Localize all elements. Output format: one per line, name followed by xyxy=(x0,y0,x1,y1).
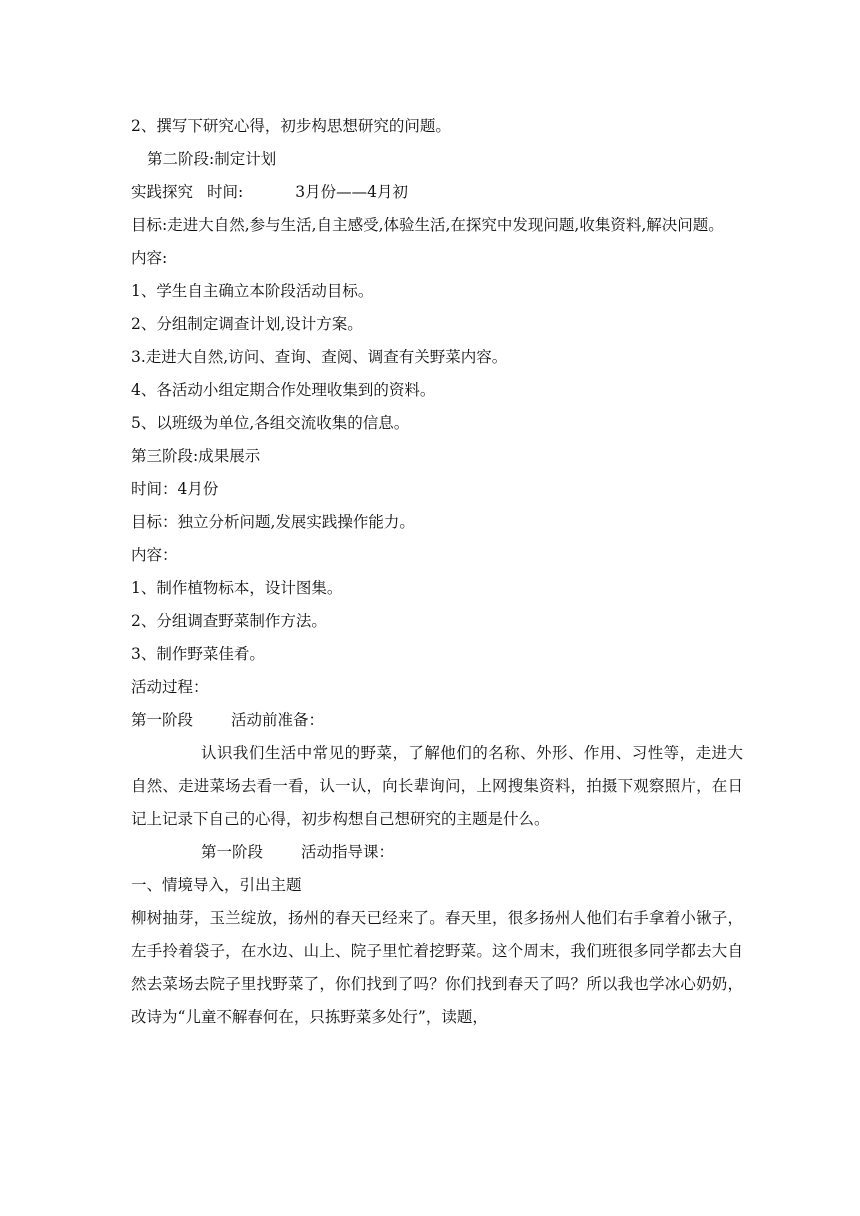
phase1-guide-heading xyxy=(131,836,743,869)
list-item: 5、以班级为单位,各组交流收集的信息。 xyxy=(131,414,410,432)
practice-label: 实践探究 xyxy=(131,183,194,201)
phase-title: 活动指导课： xyxy=(301,843,395,861)
stage3-content-label: 内容： xyxy=(131,546,178,564)
list-item: 4、各活动小组定期合作处理收集到的资料。 xyxy=(131,381,436,399)
phase-stage-label: 第一阶段 xyxy=(201,843,264,861)
phase1-prep-paragraph: 认识我们生活中常见的野菜，了解他们的名称、外形、作用、习性等，走进大自然、走进菜场去看一看，认一认，向长辈询问，上网搜集资料，拍摄下观察照片，在日记上记录下自己的心得，初步构想自己想研究的主题是什么。 xyxy=(131,744,743,828)
section1-paragraph: 柳树抽芽，玉兰绽放，扬州的春天已经来了。春天里，很多扬州人他们右手拿着小锹子，左手拎着袋子，在水边、山上、院子里忙着挖野菜。这个周末，我们班很多同学都去大自然去菜场去院子里找野菜了，你们找到了吗？你们找到春天了吗？所以我也学冰心奶奶，改诗为“儿童不解春何在，只拣野菜多处行”，读题， xyxy=(131,909,743,1026)
stage2-time-line xyxy=(131,176,743,209)
time-label: 时间: xyxy=(207,183,244,201)
process-label: 活动过程： xyxy=(131,678,209,696)
phase1-prep-heading xyxy=(131,704,743,737)
list-item: 3、制作野菜佳肴。 xyxy=(131,645,265,663)
list-item: 3.走进大自然,访问、查询、查阅、调查有关野菜内容。 xyxy=(131,348,508,366)
list-item: 1、学生自主确立本阶段活动目标。 xyxy=(131,282,374,300)
section1-heading: 一、情境导入，引出主题 xyxy=(131,876,302,894)
text-line: 2、撰写下研究心得，初步构思想研究的问题。 xyxy=(131,117,451,135)
document-body xyxy=(131,110,743,1034)
phase-title: 活动前准备： xyxy=(231,711,325,729)
stage2-goal: 目标:走进大自然,参与生活,自主感受,体验生活,在探究中发现问题,收集资料,解决问题。 xyxy=(131,216,724,234)
phase-stage-label: 第一阶段 xyxy=(131,711,194,729)
list-item: 1、制作植物标本，设计图集。 xyxy=(131,579,343,597)
list-item: 2、分组调查野菜制作方法。 xyxy=(131,612,327,630)
time-value: 3月份——4月初 xyxy=(295,183,408,201)
stage3-time: 时间：4月份 xyxy=(131,480,219,498)
stage3-heading: 第三阶段:成果展示 xyxy=(131,447,261,465)
stage2-heading: 第二阶段:制定计划 xyxy=(147,150,277,168)
stage2-content-label: 内容: xyxy=(131,249,168,267)
list-item: 2、分组制定调查计划,设计方案。 xyxy=(131,315,363,333)
stage3-goal: 目标：独立分析问题,发展实践操作能力。 xyxy=(131,513,415,531)
